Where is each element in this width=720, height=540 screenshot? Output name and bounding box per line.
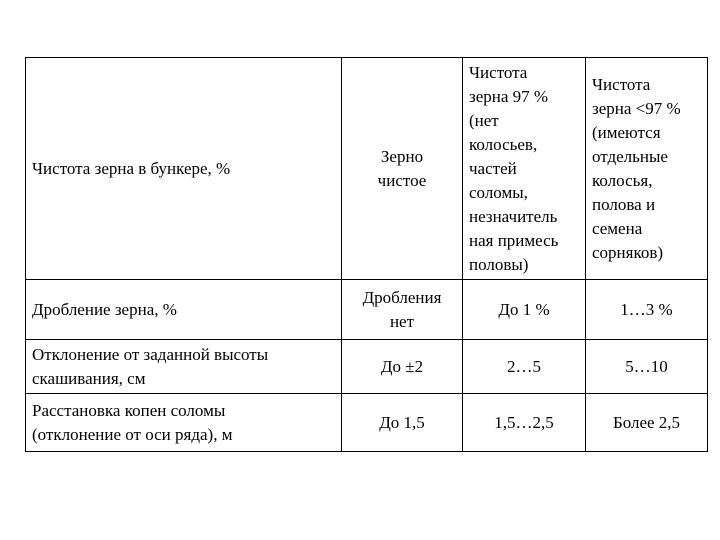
cell-grade-1: До ±2 <box>342 340 463 394</box>
table-row <box>26 394 708 452</box>
cell-grade-1: До 1,5 <box>342 394 463 452</box>
cell-grade-2: 1,5…2,5 <box>463 394 586 452</box>
row-label: Чистота зерна в бункере, % <box>26 58 342 280</box>
cell-grade-2: 2…5 <box>463 340 586 394</box>
cell-grade-3: Чистота зерна <97 % (имеются отдельные колосья, полова и семена сорняков) <box>586 58 708 280</box>
cell-grade-1: Дробления нет <box>342 280 463 340</box>
row-label: Отклонение от заданной высоты скашивания, см <box>26 340 342 394</box>
cell-grade-2: До 1 % <box>463 280 586 340</box>
cell-grade-2: Чистота зерна 97 % (нет колосьев, частей соломы, незначитель ная примесь половы) <box>463 58 586 280</box>
cell-grade-3: 1…3 % <box>586 280 708 340</box>
cell-grade-1: Зерно чистое <box>342 58 463 280</box>
table-row <box>26 58 708 280</box>
row-label: Дробление зерна, % <box>26 280 342 340</box>
cell-grade-3: Более 2,5 <box>586 394 708 452</box>
table-row <box>26 340 708 394</box>
cell-grade-3: 5…10 <box>586 340 708 394</box>
grain-quality-table <box>25 57 708 452</box>
table-row <box>26 280 708 340</box>
row-label: Расстановка копен соломы (отклонение от оси ряда), м <box>26 394 342 452</box>
